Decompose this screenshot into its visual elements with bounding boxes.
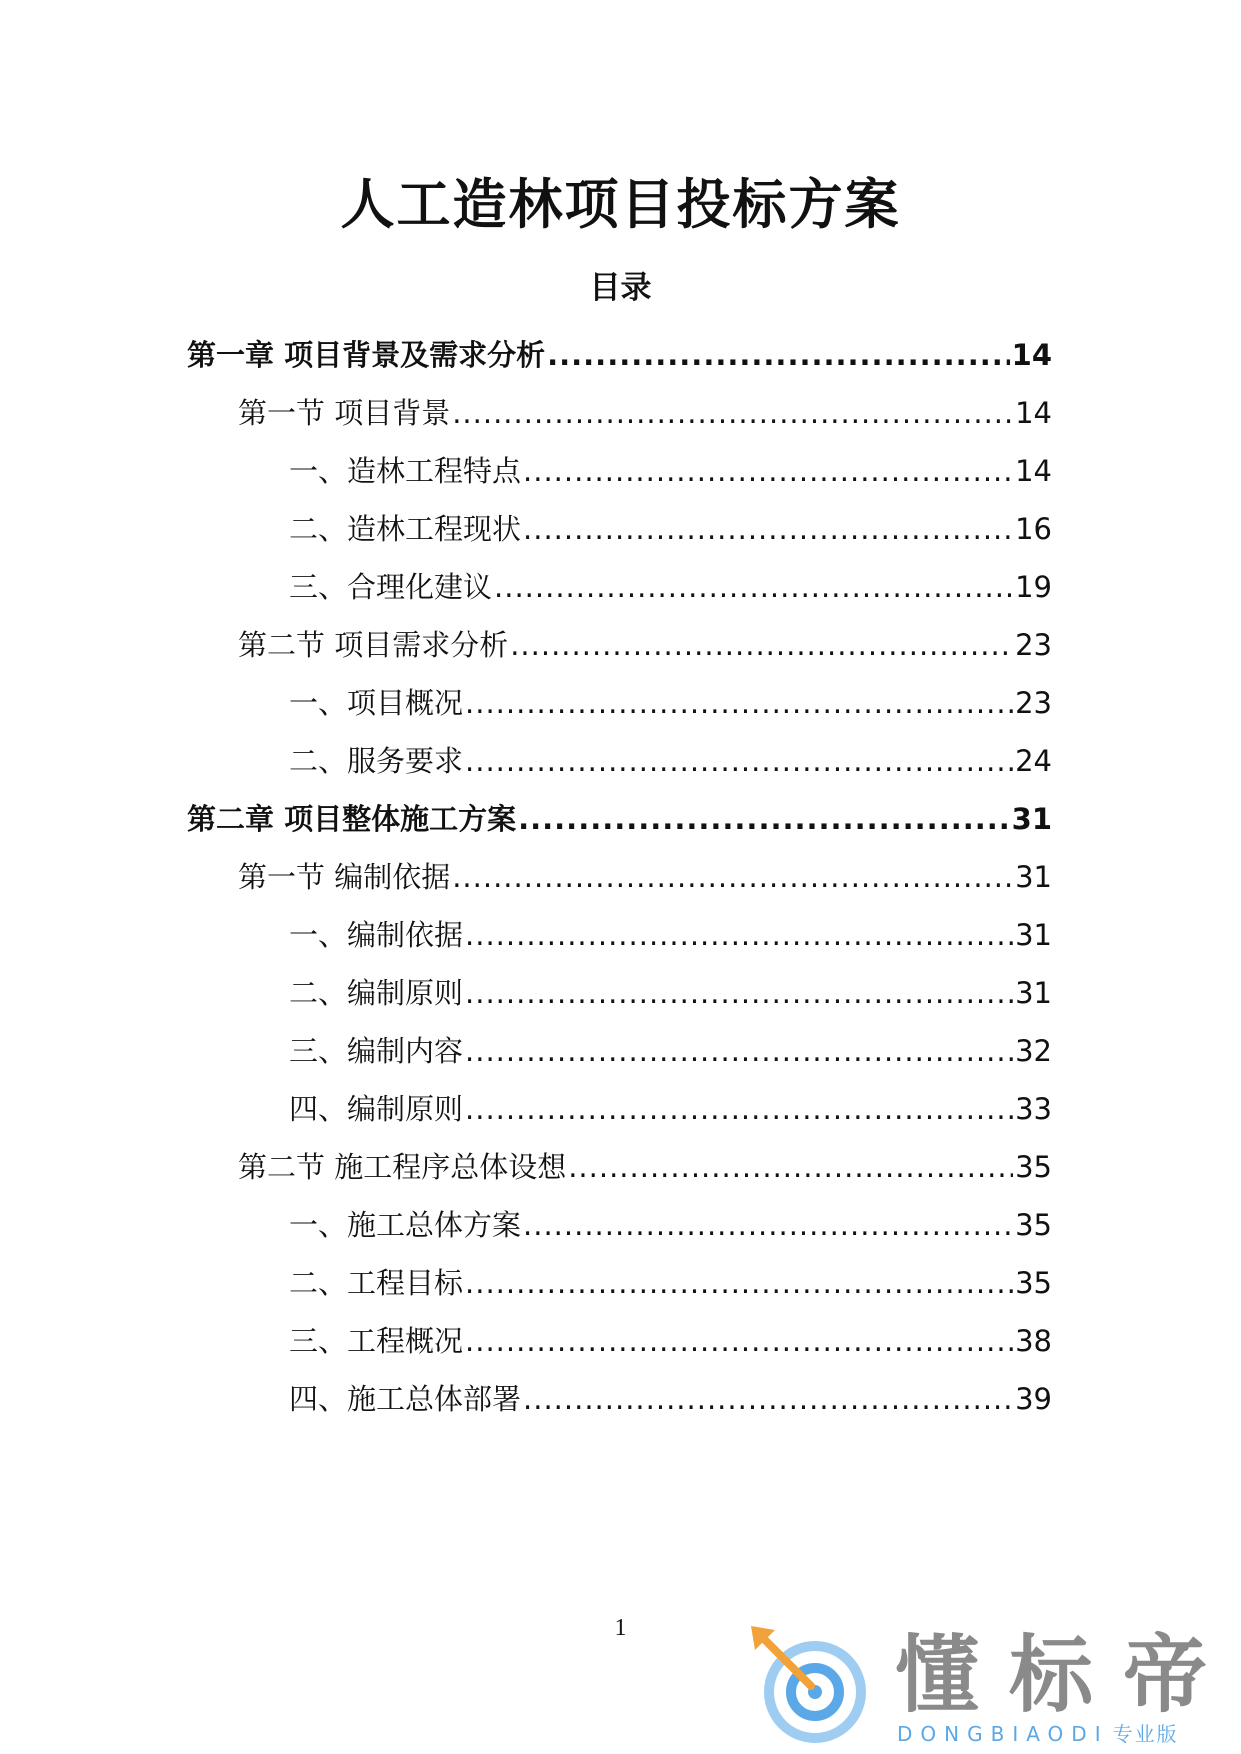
toc-dot-leader: [568, 1144, 1013, 1190]
toc-entry-label: 二、编制原则: [289, 976, 464, 1010]
toc-entry-label: 第一节 编制依据: [238, 860, 451, 894]
toc-entry-label: 第二节 施工程序总体设想: [238, 1150, 567, 1184]
toc-entry-label: 第一章 项目背景及需求分析: [187, 338, 546, 372]
toc-entry[interactable]: [187, 332, 1052, 378]
toc-entry[interactable]: [238, 622, 1052, 668]
toc-entry[interactable]: [289, 1376, 1052, 1422]
toc-entry-page: 31: [1011, 802, 1052, 836]
toc-dot-leader: [518, 796, 1010, 842]
toc-entry-page: 16: [1015, 512, 1052, 546]
watermark: [745, 1622, 1238, 1748]
toc-entry[interactable]: [289, 506, 1052, 552]
toc-entry[interactable]: [289, 1260, 1052, 1306]
toc-entry[interactable]: [289, 564, 1052, 610]
toc-entry-label: 三、合理化建议: [289, 570, 493, 604]
toc-dot-leader: [465, 1028, 1013, 1074]
toc-entry-label: 四、施工总体部署: [289, 1382, 522, 1416]
toc-entry-page: 31: [1015, 976, 1052, 1010]
toc-entry-page: 14: [1015, 454, 1052, 488]
toc-entry-label: 第二章 项目整体施工方案: [187, 802, 517, 836]
toc-dot-leader: [452, 390, 1013, 436]
toc-entry-page: 19: [1015, 570, 1052, 604]
toc-dot-leader: [465, 1260, 1013, 1306]
toc-entry-page: 23: [1015, 628, 1052, 662]
toc-entry[interactable]: [289, 912, 1052, 958]
toc-entry[interactable]: [289, 1318, 1052, 1364]
toc-dot-leader: [465, 970, 1013, 1016]
toc-entry[interactable]: [238, 390, 1052, 436]
toc-entry-label: 二、服务要求: [289, 744, 464, 778]
toc-entry[interactable]: [289, 1028, 1052, 1074]
toc-entry[interactable]: [289, 970, 1052, 1016]
toc-entry-page: 31: [1015, 860, 1052, 894]
toc-entry-label: 三、工程概况: [289, 1324, 464, 1358]
toc-entry-page: 24: [1015, 744, 1052, 778]
toc-entry-page: 14: [1011, 338, 1052, 372]
toc-entry-label: 一、施工总体方案: [289, 1208, 522, 1242]
toc-entry[interactable]: [238, 1144, 1052, 1190]
toc-entry-label: 二、造林工程现状: [289, 512, 522, 546]
toc-entry-page: 32: [1015, 1034, 1052, 1068]
toc-entry[interactable]: [289, 1202, 1052, 1248]
toc-dot-leader: [465, 1318, 1013, 1364]
toc-entry-label: 四、编制原则: [289, 1092, 464, 1126]
page-number: 1: [614, 1615, 627, 1641]
watermark-subtitle: [897, 1722, 1179, 1746]
toc-entry-page: 14: [1015, 396, 1052, 430]
toc-entry-label: 第二节 项目需求分析: [238, 628, 509, 662]
toc-entry[interactable]: [289, 1086, 1052, 1132]
toc-entry-page: 35: [1015, 1266, 1052, 1300]
toc-entry-label: 一、编制依据: [289, 918, 464, 952]
toc-dot-leader: [465, 912, 1013, 958]
toc-entry[interactable]: [289, 738, 1052, 784]
toc-entry-page: 23: [1015, 686, 1052, 720]
toc-entry[interactable]: [187, 796, 1052, 842]
toc-entry-page: 33: [1015, 1092, 1052, 1126]
toc-entry-page: 35: [1015, 1208, 1052, 1242]
toc-entry-label: 三、编制内容: [289, 1034, 464, 1068]
toc-dot-leader: [465, 680, 1013, 726]
toc-dot-leader: [465, 738, 1013, 784]
toc-dot-leader: [494, 564, 1013, 610]
toc-entry[interactable]: [289, 680, 1052, 726]
toc-heading: 目录: [589, 270, 652, 306]
target-arrow-icon: [745, 1622, 873, 1748]
toc-dot-leader: [465, 1086, 1013, 1132]
watermark-latin: DONGBIAODI: [897, 1722, 1109, 1746]
toc-entry-page: 39: [1015, 1382, 1052, 1416]
toc-entry-label: 一、造林工程特点: [289, 454, 522, 488]
watermark-brand: 懂标帝: [895, 1626, 1238, 1724]
toc-entry[interactable]: [238, 854, 1052, 900]
toc-entry-label: 一、项目概况: [289, 686, 464, 720]
toc-dot-leader: [452, 854, 1013, 900]
toc-entry-page: 31: [1015, 918, 1052, 952]
toc-entry-label: 二、工程目标: [289, 1266, 464, 1300]
toc-dot-leader: [523, 1202, 1013, 1248]
toc-dot-leader: [510, 622, 1013, 668]
document-title: 人工造林项目投标方案: [340, 173, 901, 236]
toc-dot-leader: [523, 448, 1013, 494]
toc-entry-page: 38: [1015, 1324, 1052, 1358]
toc-entry-label: 第一节 项目背景: [238, 396, 451, 430]
toc-entry-page: 35: [1015, 1150, 1052, 1184]
toc-entry[interactable]: [289, 448, 1052, 494]
toc-dot-leader: [523, 506, 1013, 552]
toc-dot-leader: [523, 1376, 1013, 1422]
toc-dot-leader: [547, 332, 1010, 378]
watermark-suffix: 专业版: [1112, 1722, 1179, 1746]
